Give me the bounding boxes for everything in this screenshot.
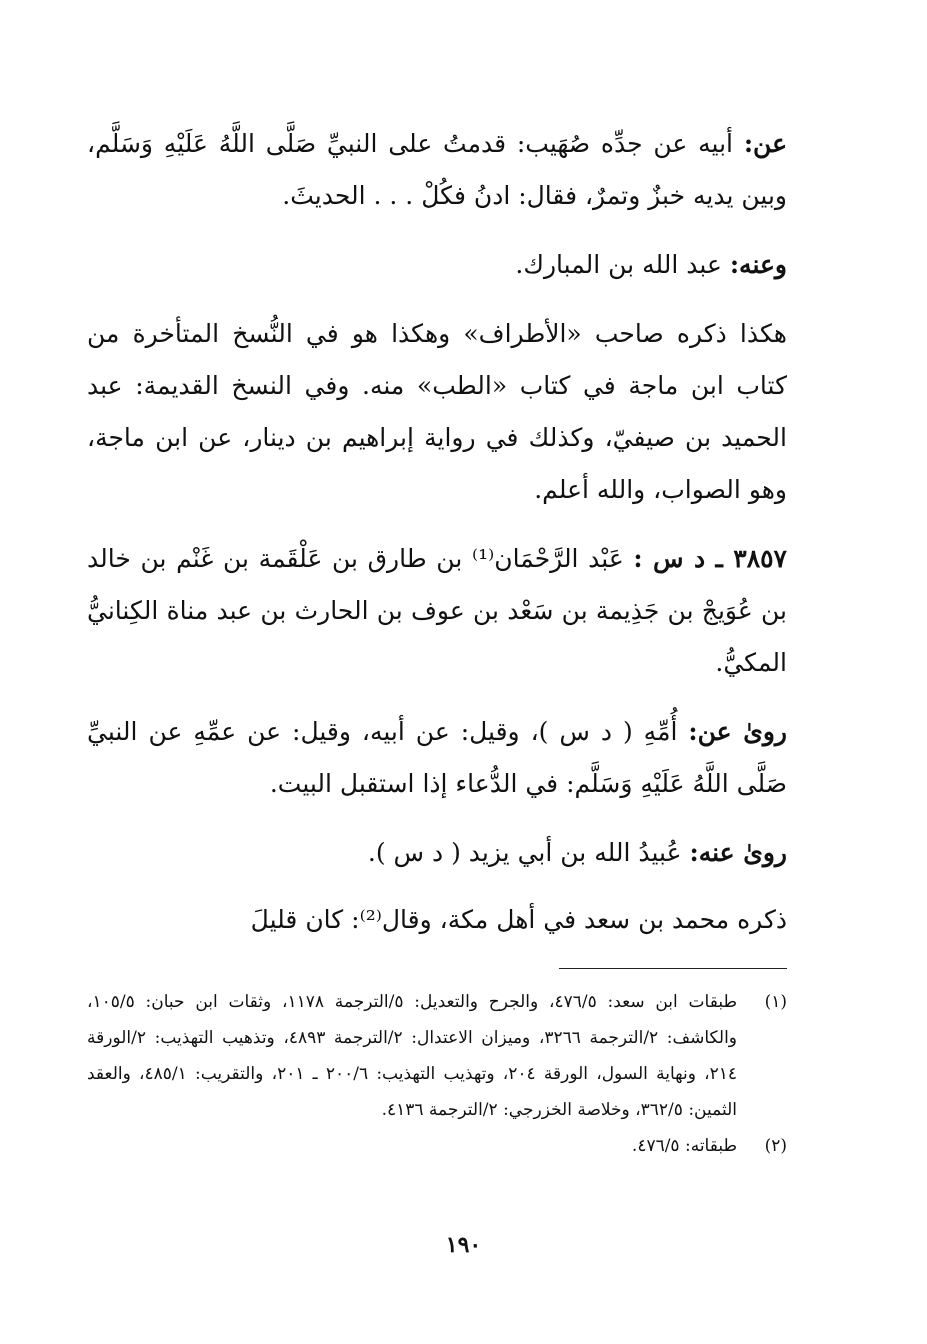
paragraph-text: عبد الله بن المبارك. [515,250,722,279]
entry-number: ٣٨٥٧ ـ د س : [633,544,787,573]
footnote-number: (٢) [764,1136,787,1156]
main-text [87,118,787,963]
paragraph-text: هكذا ذكره صاحب «الأطراف» وهكذا هو في النُّسخ المتأخرة من كتاب ابن ماجة في كتاب «الطب» منه. وفي النسخ القديمة: عبد الحميد بن صيفيّ، وكذلك في رواية إبراهيم بن دينار، عن ابن ماجة، وهو الصواب، والله أعلم. [87,319,787,504]
paragraph-text: ذكره محمد بن سعد في أهل مكة، وقال⁽²⁾: كان قليلَ [250,905,787,934]
paragraph-continuation [87,894,787,946]
paragraph-narrators [87,239,787,291]
footnote-separator [559,968,787,969]
paragraph-text: أبيه عن جدِّه صُهَيب: قدمتُ على النبيِّ صَلَّى اللَّهُ عَلَيْهِ وَسَلَّم، وبين يديه خبزٌ وتمرٌ، فقال: ادنُ فكُلْ . . . الحديثَ. [87,129,787,210]
footnote-2 [87,1128,787,1164]
footnote-1 [87,984,787,1128]
paragraph-narrated-by [87,827,787,879]
paragraph-text: أُمِّهِ ( د س )، وقيل: عن أبيه، وقيل: عن عمِّهِ عن النبيِّ صَلَّى اللَّهُ عَلَيْهِ وَسَلَّم: في الدُّعاء إذا استقبل البيت. [87,717,787,798]
paragraph-narrated-from [87,706,787,810]
paragraph-narration [87,118,787,222]
page-number: ١٩٠ [445,1232,482,1258]
footnote-number: (١) [764,992,787,1012]
paragraph-text: عَبْد الرَّحْمَان⁽¹⁾ بن طارق بن عَلْقَمة بن غَنْم بن خالد بن عُوَيجْ بن جَذِيمة بن سَعْد بن عوف بن الحارث بن عبد مناة الكِنانيُّ المكيُّ. [87,544,787,677]
paragraph-lead: وعنه: [729,250,787,279]
paragraph-lead: روىٰ عنه: [689,838,787,867]
footnotes [87,984,787,1164]
footnote-text: طبقاته: ٤٧٦/٥. [631,1136,737,1156]
paragraph-commentary [87,308,787,516]
paragraph-biography-entry [87,533,787,689]
paragraph-lead: عن: [743,129,788,158]
footnote-text: طبقات ابن سعد: ٤٧٦/٥، والجرح والتعديل: ٥/الترجمة ١١٧٨، وثقات ابن حبان: ١٠٥/٥، والكاشف: ٢/الترجمة ٣٢٦٦، وميزان الاعتدال: ٢/الترجمة ٤٨٩٣، وتذهيب التهذيب: ٢/الورقة ٢١٤، ونهاية السول، الورقة ٢٠٤، وتهذيب التهذيب: ٢٠٠/٦ ـ ٢٠١، والتقريب: ٤٨٥/١، والعقد الثمين: ٣٦٢/٥، وخلاصة الخزرجي: ٢/الترجمة ٤١٣٦. [87,992,738,1120]
paragraph-text: عُبيدُ الله بن أبي يزيد ( د س ). [367,838,682,867]
paragraph-lead: روىٰ عن: [688,717,788,746]
